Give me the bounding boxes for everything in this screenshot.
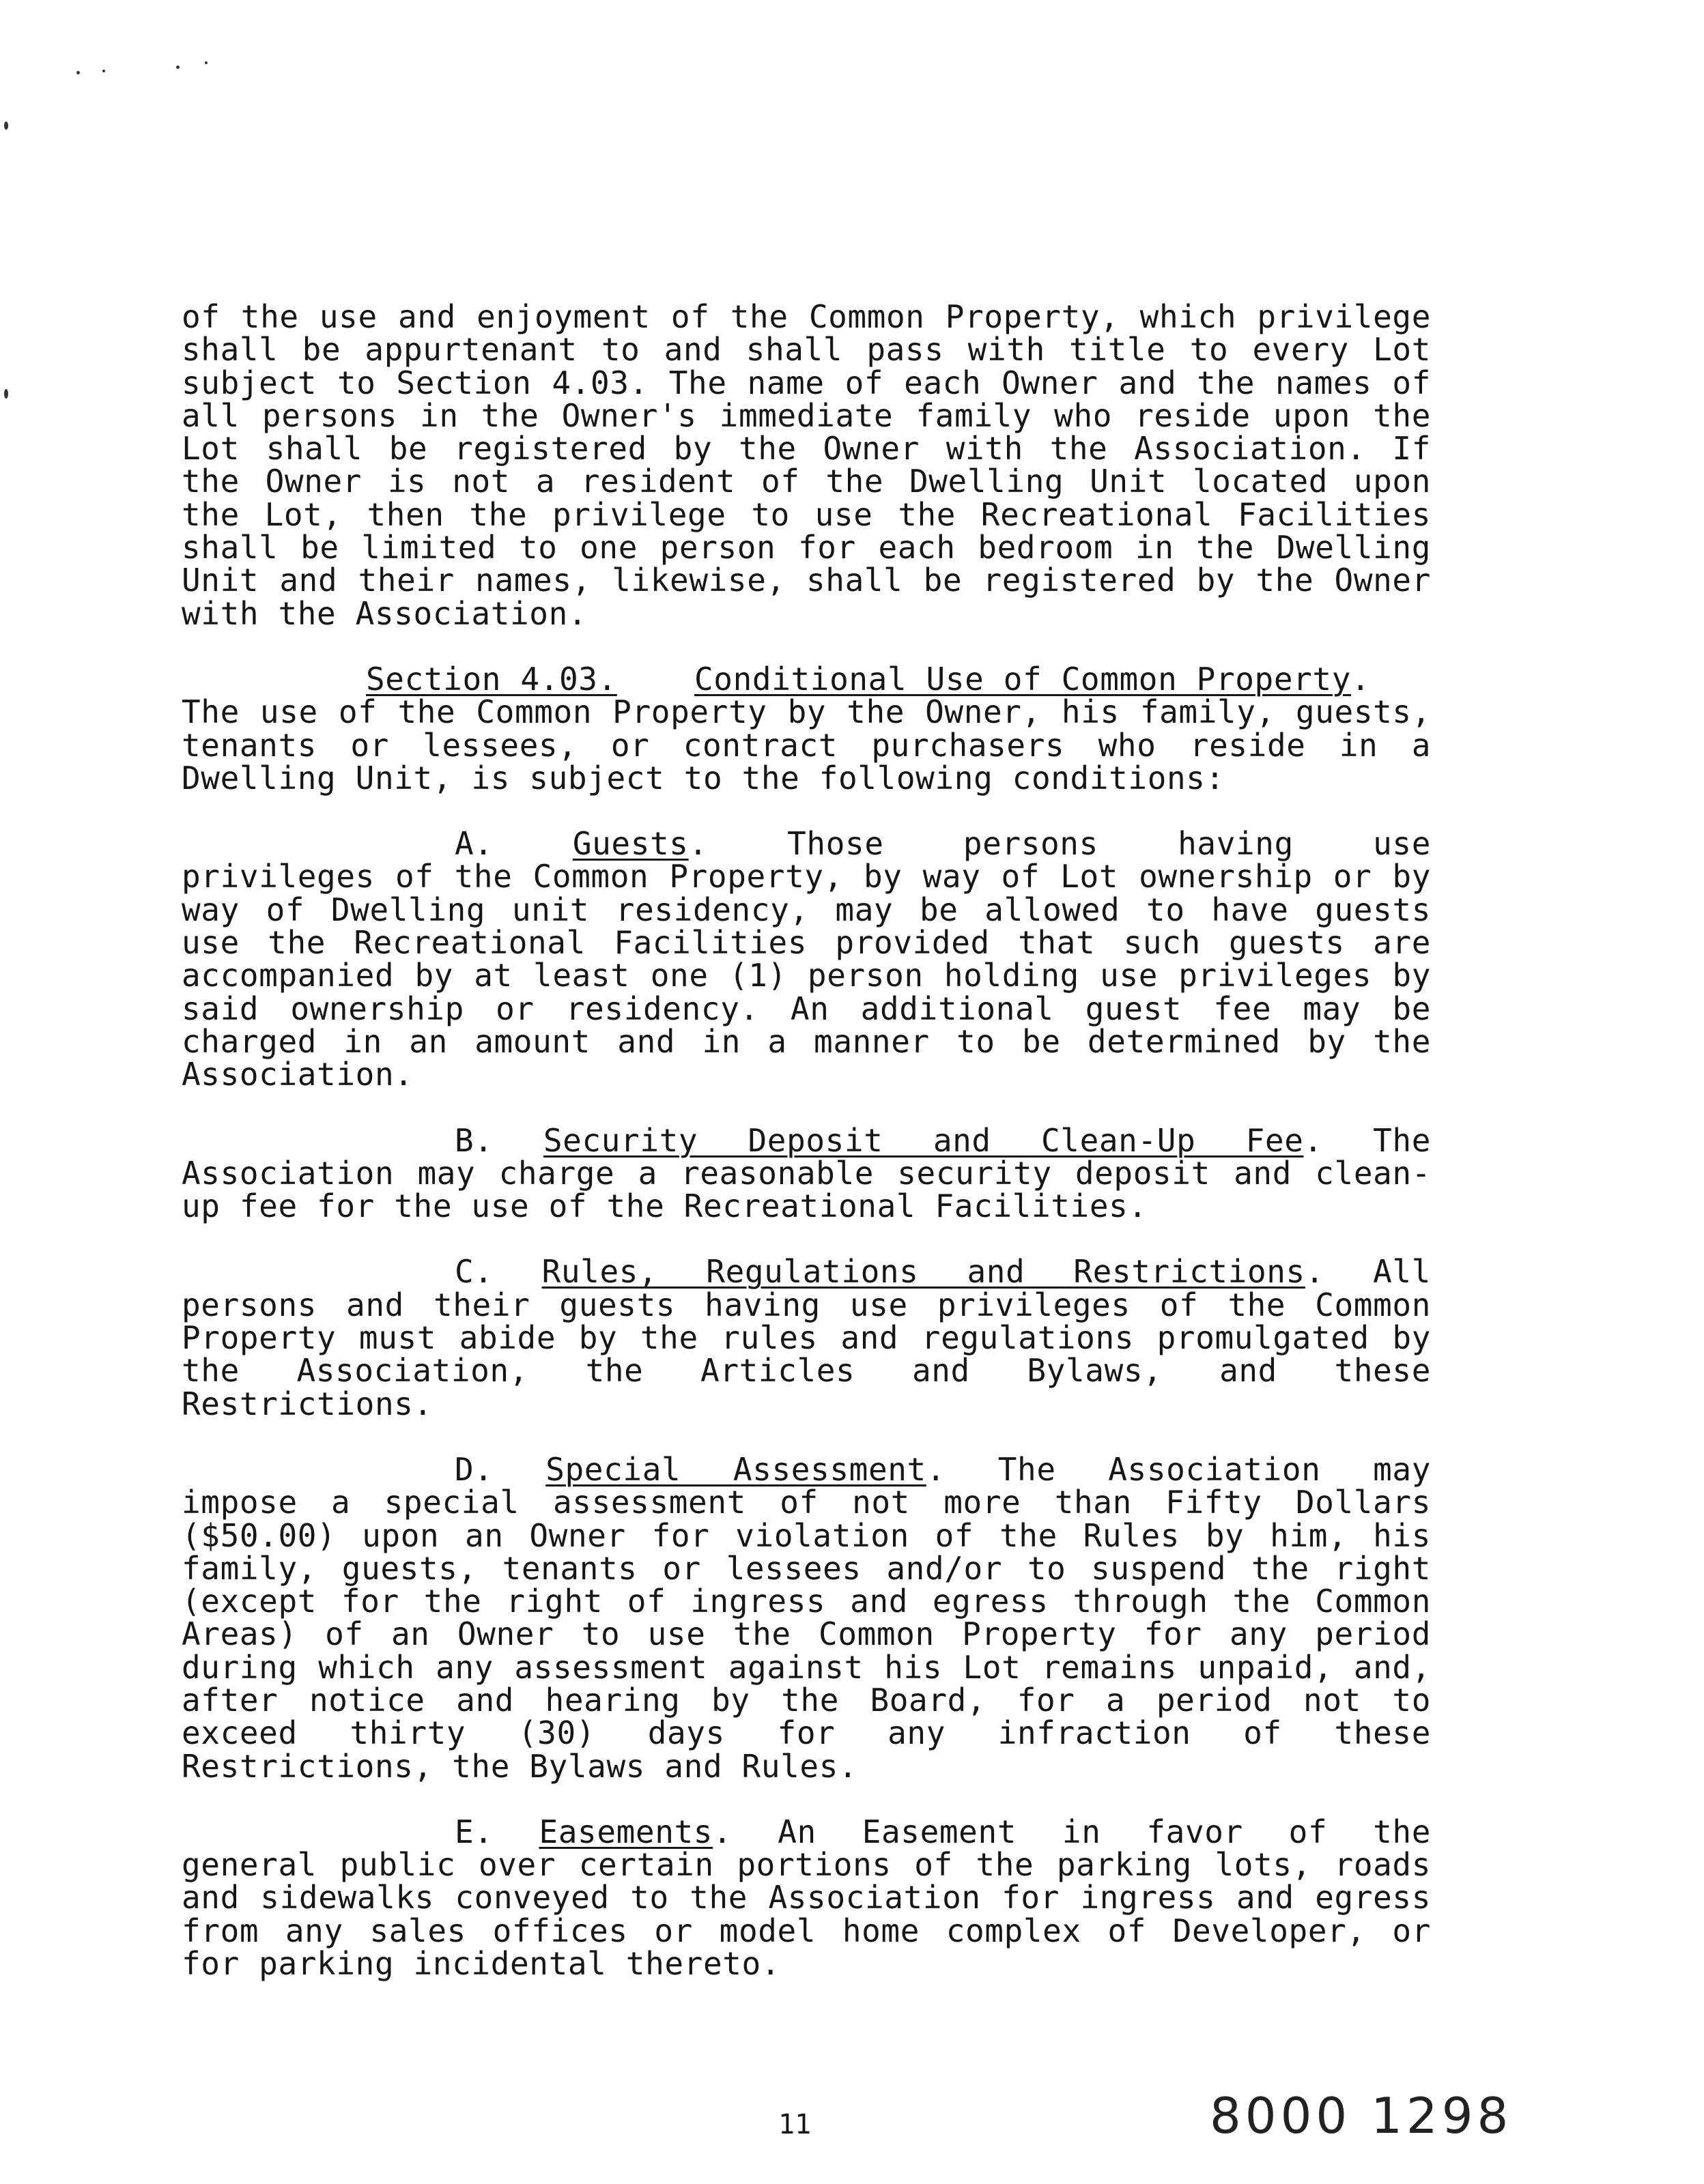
item-letter: B.	[455, 1121, 494, 1159]
section-title-period: .	[1351, 660, 1371, 698]
item-lead: Those persons having use	[787, 825, 1431, 863]
item-title: Guests	[572, 825, 689, 863]
item-heading: E. Easements. An Easement in favor of the	[455, 1813, 1432, 1850]
item-b	[182, 1121, 1431, 1225]
item-letter: D.	[455, 1450, 494, 1488]
item-letter: A.	[455, 825, 494, 863]
document-number-stamp: 8000 1298	[1210, 2087, 1513, 2144]
item-letter: C.	[455, 1253, 494, 1291]
item-heading: C. Rules, Regulations and Restrictions. All	[455, 1253, 1432, 1291]
item-lead: The	[1373, 1121, 1431, 1159]
item-lead: An Easement in favor of the	[778, 1813, 1432, 1850]
item-d	[182, 1450, 1432, 1785]
item-e	[182, 1813, 1432, 1983]
page-number: 11	[778, 2109, 812, 2140]
scan-speck	[102, 70, 105, 72]
item-lead: The Association may	[997, 1450, 1432, 1488]
item-heading: D. Special Assessment. The Association may	[455, 1450, 1432, 1488]
section-paragraph: The use of the Common Property by the Owner, his family, guests, tenants or lessees, or contract purchasers who reside in a Dwelling Unit, is subject to the following conditions:	[182, 693, 1431, 796]
scan-speck	[176, 66, 180, 69]
section-title: Conditional Use of Common Property	[694, 660, 1352, 698]
scan-speck	[4, 121, 8, 130]
item-paragraph: impose a special assessment of not more than Fifty Dollars ($50.00) upon an Owner for violation of the Rules by him, his family, guests, tenants or lessees and/or to suspend the right (except for the right of ingress and egress through the Common Areas) of an Owner to use the Common Property for any period during which any assessment against his Lot remains unpaid, and, after notice and hearing by the Board, for a period not to exceed thirty (30) days for any infraction of these Restrictions, the Bylaws and Rules.	[182, 1484, 1431, 1785]
item-title: Easements	[539, 1813, 713, 1850]
item-heading: B. Security Deposit and Clean-Up Fee. The	[455, 1121, 1431, 1159]
section-4-03	[182, 660, 1431, 796]
item-a	[182, 827, 1431, 1091]
section-heading	[182, 660, 1431, 698]
item-letter: E.	[455, 1813, 494, 1850]
item-c	[182, 1255, 1431, 1420]
item-title: Special Assessment	[545, 1450, 926, 1488]
item-paragraph: privileges of the Common Property, by way of Lot ownership or by way of Dwelling unit residency, may be allowed to have guests use the Recreational Facilities provided that such guests are accompanied by at least one (1) person holding use privileges by said ownership or residency. An additional guest fee may be charged in an amount and in a manner to be determined by the Association.	[182, 858, 1431, 1093]
item-heading: A. Guests. Those persons having use	[455, 825, 1431, 863]
document-body	[182, 298, 1432, 1983]
scan-speck	[76, 71, 80, 74]
scan-speck	[205, 61, 208, 64]
item-title: Security Deposit and Clean-Up Fee	[543, 1121, 1304, 1159]
scan-speck	[4, 389, 8, 399]
intro-paragraph: of the use and enjoyment of the Common Property, which privilege shall be appurtenant to and shall pass with title to every Lot subject to Section 4.03. The name of each Owner and the names of all persons in the Owner's immediate family who reside upon the Lot shall be registered by the Owner with the Association. If the Owner is not a resident of the Dwelling Unit located upon the Lot, then the privilege to use the Recreational Facilities shall be limited to one person for each bedroom in the Dwelling Unit and their names, likewise, shall be registered by the Owner with the Association.	[182, 298, 1431, 632]
item-paragraph: general public over certain portions of the parking lots, roads and sidewalks conveyed to the Association for ingress and egress from any sales offices or model home complex of Developer, or for parking incidental thereto.	[182, 1846, 1431, 1983]
item-paragraph: Association may charge a reasonable security deposit and clean-up fee for the use of the Recreational Facilities.	[182, 1154, 1431, 1225]
item-paragraph: persons and their guests having use privileges of the Common Property must abide by the rules and regulations promulgated by the Association, the Articles and Bylaws, and these Restrictions.	[182, 1286, 1431, 1422]
item-lead: All	[1373, 1253, 1432, 1291]
item-title: Rules, Regulations and Restrictions	[541, 1253, 1305, 1291]
section-number: Section 4.03.	[366, 660, 617, 698]
